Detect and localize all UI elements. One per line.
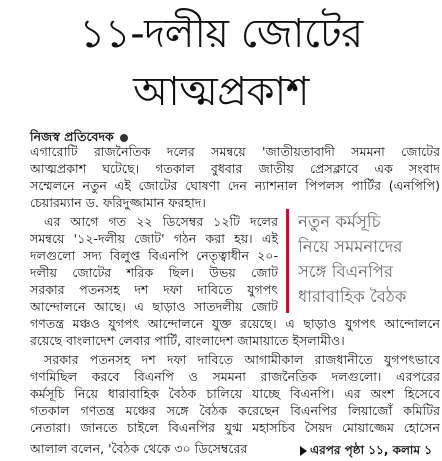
body-line: নেতারা। জানতে চাইলে বিএনপির যুগ্ম মহাসচিব সৈয়দ মোয়াজ্জেম হোসেন xyxy=(30,420,440,435)
pull-quote-line: নিয়ে সমমনাদের xyxy=(298,237,403,256)
headline-line-1: ১১-দলীয় জোটের xyxy=(79,11,363,57)
continuation-note xyxy=(300,442,432,461)
body-line: চেয়ারম্যান ড. ফরিদুজ্জামান ফরহাদ। xyxy=(30,195,206,210)
body-line: আত্মপ্রকাশ ঘটেছে। গতকাল বুধবার জাতীয় প্রেসক্লাবে এক সংবাদ xyxy=(30,161,440,176)
body-line: কর্মসূচি নিয়ে ধারাবাহিক বৈঠক চালিয়ে যাচ্ছে বিএনপি। এর অংশ হিসেবে xyxy=(30,386,440,401)
body-line: গণমিছিল করবে বিএনপি ও সমমনা রাজনৈতিক দলগুলো। এরপরের xyxy=(30,369,440,384)
body-line: সরকার পতনসহ দশ দফা দাবিতে আগামীকাল রাজধানীতে যুগপৎভাবে xyxy=(44,352,440,367)
body-line: গতকাল গণতন্ত্র মঞ্চের সঙ্গে বৈঠক করেছেন বিএনপির লিয়াজোঁ কমিটির xyxy=(30,403,440,418)
body-line: দলীয় জোটের শরিক ছিল। উভয় জোট xyxy=(30,265,278,280)
body-line: সমন্বয়ে '১২-দলীয় জোট' গঠন করা হয়। এই xyxy=(30,231,278,246)
pull-quote-line: ধারাবাহিক বৈঠক xyxy=(298,287,407,306)
arrow-right-icon xyxy=(300,446,307,456)
body-line: আন্দোলনে আছে। এ ছাড়াও সাতদলীয় জোট xyxy=(30,299,278,314)
body-line: রয়েছে বাংলাদেশ লেবার পার্টি, বাংলাদেশ জামায়াতে ইসলামীও। xyxy=(30,333,345,348)
pull-quote-line: নতুন কর্মসূচি xyxy=(298,212,381,231)
bullet-icon xyxy=(120,134,128,142)
byline-text: নিজস্ব প্রতিবেদক xyxy=(30,129,114,144)
body-line: সম্মেলনে নতুন এই জোটের ঘোষণা দেন ন্যাশনাল পিপলস পার্টির (এনপিপি) xyxy=(30,178,440,193)
pull-quote-line: সঙ্গে বিএনপির xyxy=(298,262,394,281)
headline-line-2: আত্মপ্রকাশ xyxy=(133,69,309,115)
body-line: গণতন্ত্র মঞ্চও যুগপৎ আন্দোলনে যুক্ত রয়েছে। এ ছাড়াও যুগপৎ আন্দোলনে xyxy=(30,316,440,331)
pull-quote xyxy=(286,209,436,313)
body-line: আলাল বলেন, 'বৈঠক থেকে ৩০ ডিসেম্বরের xyxy=(30,441,248,456)
body-line: এর আগে গত ২২ ডিসেম্বর ১২টি দলের xyxy=(44,214,278,229)
continuation-text: এরপর পৃষ্ঠা ১১, কলাম ১ xyxy=(310,443,433,457)
body-line: সরকার পতনসহ দশ দফা দাবিতে যুগপৎ xyxy=(30,282,278,297)
body-line: দলগুলো সদ্য বিলুপ্ত বিএনপি নেতৃত্বাধীন ২০- xyxy=(30,248,278,263)
body-line: এগারোটি রাজনৈতিক দলের সমন্বয়ে 'জাতীয়তাবাদী সমমনা জোটের xyxy=(30,144,440,159)
